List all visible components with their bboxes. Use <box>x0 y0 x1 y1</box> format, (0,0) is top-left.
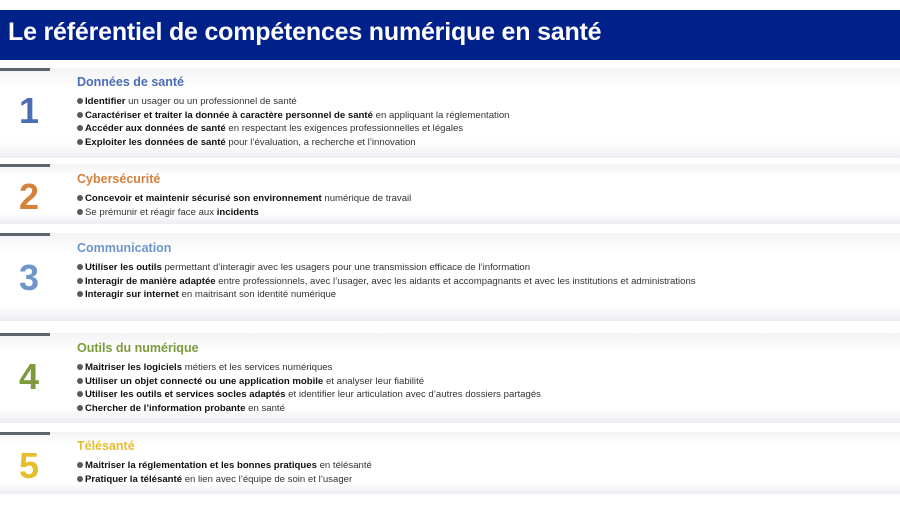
section-donnees-de-sante <box>0 68 900 158</box>
title-bar <box>0 10 900 60</box>
list-item: Utiliser les outils et services socles adaptés et identifier leur articulation avec d’autres dossiers partagés <box>77 388 541 402</box>
section-outils-du-numerique <box>0 333 900 423</box>
list-item: Pratiquer la télésanté en lien avec l’équipe de soin et l’usager <box>77 473 372 487</box>
section-number: 5 <box>18 445 40 486</box>
bullet-icon <box>77 291 83 297</box>
page-title: Le référentiel de compétences numérique en santé <box>8 18 602 46</box>
bullet-icon <box>77 364 83 370</box>
list-item: Identifier un usager ou un professionnel de santé <box>77 95 510 109</box>
competence-list <box>77 459 372 486</box>
section-cybersecurite <box>0 164 900 224</box>
competence-list <box>77 95 510 150</box>
bullet-icon <box>77 195 83 201</box>
section-title: Télésanté <box>77 439 135 453</box>
section-divider <box>0 68 50 71</box>
section-divider <box>0 164 50 167</box>
list-item: Utiliser un objet connecté ou une application mobile et analyser leur fiabilité <box>77 375 541 389</box>
list-item: Accéder aux données de santé en respectant les exigences professionnelles et légales <box>77 122 510 136</box>
competence-list <box>77 261 696 302</box>
bullet-icon <box>77 264 83 270</box>
section-divider <box>0 333 50 336</box>
section-number: 3 <box>18 257 40 298</box>
list-item: Maitriser la réglementation et les bonnes pratiques en télésanté <box>77 459 372 473</box>
competence-list <box>77 192 411 219</box>
bullet-icon <box>77 278 83 284</box>
section-title: Communication <box>77 241 172 255</box>
section-title: Données de santé <box>77 75 184 89</box>
list-item: Maitriser les logiciels métiers et les services numériques <box>77 361 541 375</box>
section-number: 4 <box>18 356 40 397</box>
bullet-icon <box>77 476 83 482</box>
section-title: Outils du numérique <box>77 341 199 355</box>
bullet-icon <box>77 125 83 131</box>
list-item: Exploiter les données de santé pour l’évaluation, a recherche et l’innovation <box>77 136 510 150</box>
bullet-icon <box>77 391 83 397</box>
list-item: Se prémunir et réagir face aux incidents <box>77 206 411 220</box>
section-title: Cybersécurité <box>77 172 161 186</box>
bullet-icon <box>77 378 83 384</box>
list-item: Caractériser et traiter la donnée à caractère personnel de santé en appliquant la réglementation <box>77 109 510 123</box>
list-item: Interagir de manière adaptée entre professionnels, avec l’usager, avec les aidants et accompagnants et avec les institutions et administrations <box>77 275 696 289</box>
list-item: Chercher de l’information probante en santé <box>77 402 541 416</box>
bullet-icon <box>77 405 83 411</box>
list-item: Interagir sur internet en maitrisant son identité numérique <box>77 288 696 302</box>
section-number: 1 <box>18 90 40 131</box>
section-telesante <box>0 432 900 494</box>
bullet-icon <box>77 462 83 468</box>
section-number: 2 <box>18 176 40 217</box>
list-item: Utiliser les outils permettant d’interagir avec les usagers pour une transmission efficace de l’information <box>77 261 696 275</box>
bullet-icon <box>77 112 83 118</box>
list-item: Concevoir et maintenir sécurisé son environnement numérique de travail <box>77 192 411 206</box>
bullet-icon <box>77 209 83 215</box>
bullet-icon <box>77 139 83 145</box>
section-divider <box>0 432 50 435</box>
bullet-icon <box>77 98 83 104</box>
section-communication <box>0 233 900 321</box>
section-divider <box>0 233 50 236</box>
competence-list <box>77 361 541 416</box>
